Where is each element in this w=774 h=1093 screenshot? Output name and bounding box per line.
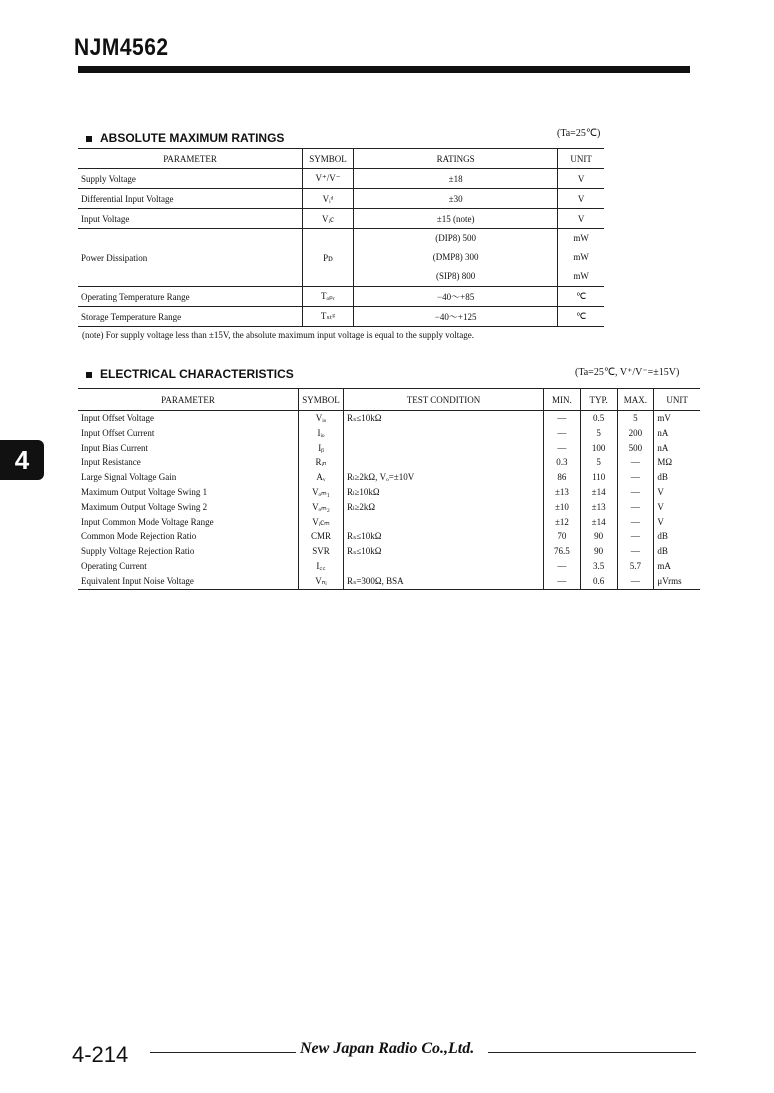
unit-cell: mA — [654, 559, 700, 574]
symbol-cell: I꜀꜀ — [299, 559, 344, 574]
typ-cell: 100 — [580, 441, 617, 456]
typ-cell: ±14 — [580, 515, 617, 530]
max-cell: 500 — [617, 441, 654, 456]
max-cell: 5 — [617, 411, 654, 426]
parameter-cell: Storage Temperature Range — [78, 307, 303, 327]
symbol-cell: Iᵦ — [299, 441, 344, 456]
condition-cell — [343, 559, 543, 574]
typ-cell: 5 — [580, 426, 617, 441]
table-row — [78, 189, 604, 209]
max-cell: — — [617, 574, 654, 589]
table-row — [78, 209, 604, 229]
symbol-cell: Vₒₘ₁ — [299, 485, 344, 500]
typ-cell: 90 — [580, 544, 617, 559]
typ-cell: 0.6 — [580, 574, 617, 589]
parameter-cell: Input Voltage — [78, 209, 303, 229]
unit-line: mW — [573, 252, 589, 262]
parameter-cell: Power Dissipation — [78, 229, 303, 287]
symbol-cell: Vₒₘ₂ — [299, 500, 344, 515]
abs-max-table — [78, 148, 604, 327]
table-row — [78, 559, 700, 574]
company-name: New Japan Radio Co.,Ltd. — [300, 1040, 475, 1057]
table-row — [78, 287, 604, 307]
parameter-cell: Maximum Output Voltage Swing 1 — [81, 486, 208, 497]
min-cell: — — [544, 559, 581, 574]
col-symbol: SYMBOL — [299, 389, 344, 411]
unit-cell: V — [558, 169, 604, 189]
max-cell: — — [617, 485, 654, 500]
parameter-cell: Input Offset Voltage — [81, 413, 154, 423]
parameter-cell: Operating Current — [81, 560, 147, 571]
unit-cell: ℃ — [558, 287, 604, 307]
header-rule — [78, 66, 690, 73]
table-row — [78, 229, 604, 287]
abs-max-note: (note) For supply voltage less than ±15V, the absolute maximum input voltage is equal to the supply voltage. — [82, 330, 474, 340]
rating-cell: ±15 (note) — [353, 209, 557, 229]
min-cell: 76.5 — [544, 544, 581, 559]
max-cell: — — [617, 544, 654, 559]
min-cell: 70 — [544, 529, 581, 544]
typ-cell: 0.5 — [580, 411, 617, 426]
unit-line: mW — [573, 233, 589, 243]
col-min: MIN. — [544, 389, 581, 411]
rating-line: (DMP8) 300 — [432, 252, 479, 262]
section-tab: 4 — [0, 440, 44, 480]
max-cell: — — [617, 515, 654, 530]
min-cell: ±12 — [544, 515, 581, 530]
condition-cell — [343, 455, 543, 470]
abs-max-condition: (Ta=25℃) — [557, 128, 601, 139]
unit-cell: V — [654, 515, 700, 530]
symbol-cell: Vₙᵢ — [299, 574, 344, 589]
unit-cell: MΩ — [654, 455, 700, 470]
symbol-cell: Vᵢᵈ — [303, 189, 354, 209]
symbol-cell: Iᵢₒ — [299, 426, 344, 441]
footer-rule-left — [150, 1052, 296, 1053]
unit-cell: V — [654, 485, 700, 500]
min-cell: ±10 — [544, 500, 581, 515]
parameter-cell: Supply Voltage Rejection Ratio — [81, 546, 195, 557]
unit-cell: dB — [654, 529, 700, 544]
unit-cell: μVrms — [654, 574, 700, 589]
table-row — [78, 544, 700, 559]
col-typ: TYP. — [580, 389, 617, 411]
min-cell: 0.3 — [544, 455, 581, 470]
max-cell: 200 — [617, 426, 654, 441]
table-row — [78, 500, 700, 515]
typ-cell: 110 — [580, 470, 617, 485]
col-symbol: SYMBOL — [303, 149, 354, 169]
condition-cell: Rₛ≤10kΩ — [343, 529, 543, 544]
table-row — [78, 574, 700, 589]
rating-cell: ±18 — [353, 169, 557, 189]
unit-cell: V — [558, 189, 604, 209]
unit-cell: nA — [654, 426, 700, 441]
col-test-condition: TEST CONDITION — [343, 389, 543, 411]
table-row — [78, 169, 604, 189]
col-parameter: PARAMETER — [78, 389, 299, 411]
col-unit: UNIT — [558, 149, 604, 169]
condition-cell: Rₗ≥10kΩ — [343, 485, 543, 500]
col-unit: UNIT — [654, 389, 700, 411]
unit-cell: mV — [654, 411, 700, 426]
unit-cell: V — [654, 500, 700, 515]
table-row — [78, 529, 700, 544]
rating-cell: −40〜+125 — [353, 307, 557, 327]
max-cell: — — [617, 529, 654, 544]
parameter-cell: Input Offset Current — [81, 427, 155, 438]
typ-cell: 5 — [580, 455, 617, 470]
rating-cell: −40〜+85 — [353, 287, 557, 307]
condition-cell — [343, 426, 543, 441]
unit-cell: nA — [654, 441, 700, 456]
symbol-cell: SVR — [299, 544, 344, 559]
min-cell: ±13 — [544, 485, 581, 500]
table-row — [78, 426, 700, 441]
symbol-cell: Vᵢcₘ — [299, 515, 344, 530]
symbol-cell: Vᵢc — [303, 209, 354, 229]
footer-rule-right — [488, 1052, 696, 1053]
table-row — [78, 515, 700, 530]
parameter-cell: Large Signal Voltage Gain — [81, 472, 177, 483]
condition-cell — [343, 441, 543, 456]
rating-line: (DIP8) 500 — [435, 233, 476, 243]
parameter-cell: Equivalent Input Noise Voltage — [78, 574, 299, 589]
parameter-cell: Supply Voltage — [78, 169, 303, 189]
col-parameter: PARAMETER — [78, 149, 303, 169]
typ-cell: 90 — [580, 529, 617, 544]
symbol-cell: Vᵢₒ — [299, 411, 344, 426]
table-row — [78, 441, 700, 456]
min-cell: — — [544, 574, 581, 589]
symbol-cell: Aᵥ — [299, 470, 344, 485]
typ-cell: ±14 — [580, 485, 617, 500]
condition-cell: Rₛ≤10kΩ — [343, 411, 543, 426]
table-row — [78, 485, 700, 500]
col-ratings: RATINGS — [353, 149, 557, 169]
max-cell: — — [617, 470, 654, 485]
condition-cell: Rₛ≤10kΩ — [343, 544, 543, 559]
table-row — [78, 307, 604, 327]
elec-condition: (Ta=25℃, V⁺/V⁻=±15V) — [575, 367, 680, 378]
symbol-cell: V⁺/V⁻ — [303, 169, 354, 189]
condition-cell: Rₗ≥2kΩ, Vₒ=±10V — [343, 470, 543, 485]
parameter-cell: Common Mode Rejection Ratio — [81, 531, 197, 542]
typ-cell: ±13 — [580, 500, 617, 515]
table-row — [78, 411, 700, 426]
symbol-cell: Pᴅ — [303, 229, 354, 287]
min-cell: — — [544, 411, 581, 426]
min-cell: 86 — [544, 470, 581, 485]
unit-line: mW — [573, 271, 589, 281]
symbol-cell: CMR — [299, 529, 344, 544]
unit-cell — [558, 229, 604, 287]
condition-cell — [343, 515, 543, 530]
parameter-cell: Input Bias Current — [81, 442, 148, 453]
max-cell: — — [617, 455, 654, 470]
rating-cell: ±30 — [353, 189, 557, 209]
parameter-cell: Differential Input Voltage — [78, 189, 303, 209]
rating-line: (SIP8) 800 — [435, 271, 476, 281]
table-row — [78, 455, 700, 470]
min-cell: — — [544, 426, 581, 441]
condition-cell: Rₗ≥2kΩ — [343, 500, 543, 515]
table-row — [78, 470, 700, 485]
symbol-cell: Tₛₜᵍ — [303, 307, 354, 327]
parameter-cell: Operating Temperature Range — [78, 287, 303, 307]
typ-cell: 3.5 — [580, 559, 617, 574]
bullet-icon — [86, 136, 92, 142]
bullet-icon — [86, 372, 92, 378]
abs-max-heading: ABSOLUTE MAXIMUM RATINGS — [86, 131, 284, 145]
symbol-cell: Tₒₚᵣ — [303, 287, 354, 307]
rating-cell — [353, 229, 557, 287]
max-cell: 5.7 — [617, 559, 654, 574]
page-number: 4-214 — [72, 1042, 129, 1067]
max-cell: — — [617, 500, 654, 515]
min-cell: — — [544, 441, 581, 456]
unit-cell: ℃ — [558, 307, 604, 327]
elec-table — [78, 388, 700, 590]
unit-cell: V — [558, 209, 604, 229]
unit-cell: dB — [654, 544, 700, 559]
parameter-cell: Input Common Mode Voltage Range — [81, 516, 214, 527]
parameter-cell: Input Resistance — [81, 457, 141, 468]
parameter-cell: Maximum Output Voltage Swing 2 — [81, 501, 208, 512]
condition-cell: Rₛ=300Ω, BSA — [343, 574, 543, 589]
unit-cell: dB — [654, 470, 700, 485]
part-number-title: NJM4562 — [74, 34, 169, 61]
elec-heading: ELECTRICAL CHARACTERISTICS — [86, 367, 294, 381]
symbol-cell: Rᵢₙ — [299, 455, 344, 470]
col-max: MAX. — [617, 389, 654, 411]
